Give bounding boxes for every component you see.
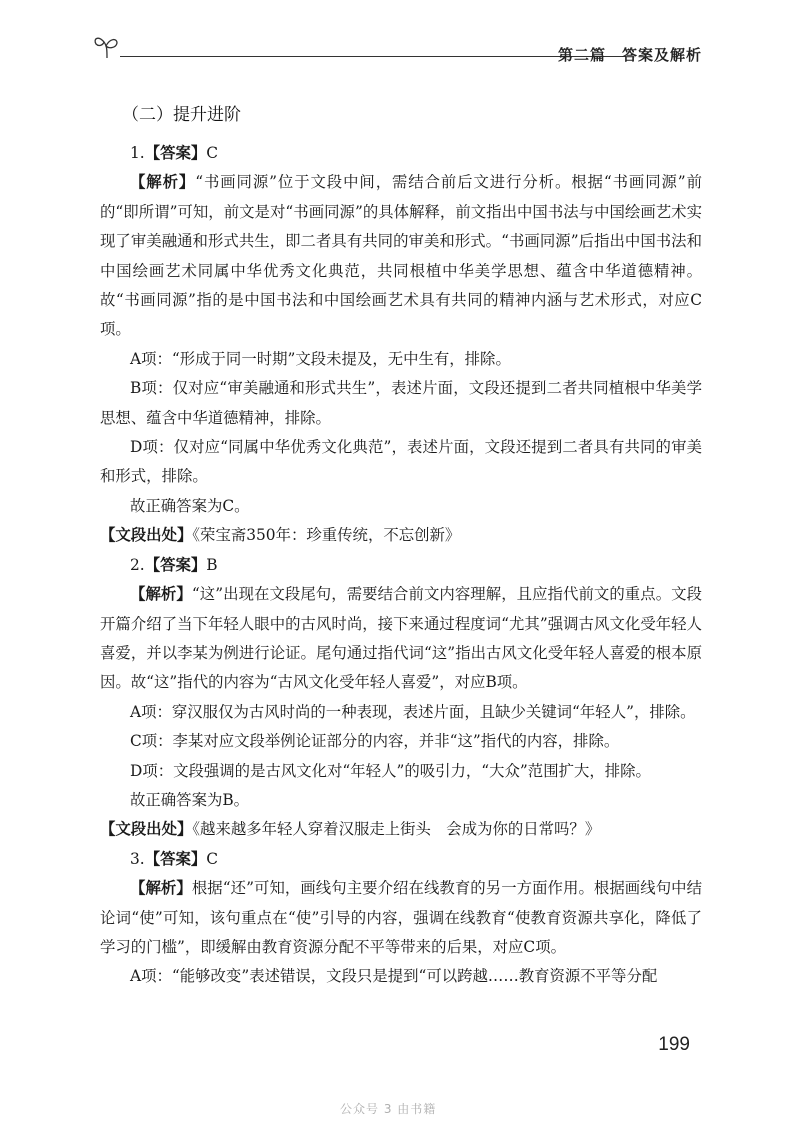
question-1-source xyxy=(100,521,702,550)
answer-label: 【答案】 xyxy=(144,555,207,574)
question-1-answer xyxy=(100,139,702,168)
option-explanation: B项：仅对应“审美融通和形式共生”，表述片面，文段还提到二者共同植根中华美学思想、蕴含中华道德精神，排除。 xyxy=(100,379,702,427)
answer-value: C xyxy=(206,849,219,868)
source-text: 《越来越多年轻人穿着汉服走上街头 会成为你的日常吗？》 xyxy=(192,820,601,839)
option-explanation: C项：李某对应文段举例论证部分的内容，并非“这”指代的内容，排除。 xyxy=(130,732,620,751)
analysis-label: 【解析】 xyxy=(130,173,196,192)
sprout-icon xyxy=(92,32,126,62)
analysis-text: “书画同源”位于文段中间，需结合前后文进行分析。根据“书画同源”前的“即所谓”可知，前文是对“书画同源”的具体解释，前文指出中国书法与中国绘画艺术实现了审美融通和形式共生，即二者具有共同的审美和形式。“书画同源”后指出中国书法和中国绘画艺术同属中华优秀文化典范，共同根植中华美学思想、蕴含中华道德精神。故“书画同源”指的是中国书法和中国绘画艺术具有共同的精神内涵与艺术形式，对应C项。 xyxy=(100,173,702,339)
option-explanation: A项：穿汉服仅为古风时尚的一种表现，表述片面，且缺少关键词“年轻人”，排除。 xyxy=(130,702,696,721)
answer-label: 【答案】 xyxy=(144,849,207,868)
answer-label: 【答案】 xyxy=(144,144,207,162)
source-label: 【文段出处】 xyxy=(100,820,193,839)
question-1-analysis xyxy=(100,168,702,344)
running-title: 第二篇 答案及解析 xyxy=(557,46,702,64)
option-explanation: A项：“能够改变”表述错误，文段只是提到“可以跨越……教育资源不平等分配 xyxy=(130,967,658,986)
question-2-source xyxy=(100,815,702,844)
answer-value: C xyxy=(206,144,219,162)
option-explanation: D项：文段强调的是古风文化对“年轻人”的吸引力，“大众”范围扩大，排除。 xyxy=(130,761,651,780)
question-3-answer xyxy=(100,845,702,874)
option-explanation: D项：仅对应“同属中华优秀文化典范”，表述片面，文段还提到二者具有共同的审美和形式，排除。 xyxy=(100,438,702,486)
question-3-analysis xyxy=(100,874,702,962)
analysis-label: 【解析】 xyxy=(130,879,192,898)
question-number: 1. xyxy=(130,144,145,162)
analysis-text: 根据“还”可知，画线句主要介绍在线教育的另一方面作用。根据画线句中结论词“使”可知，该句重点在“使”引导的内容，强调在线教育“使教育资源共享化，降低了学习的门槛”，即缓解由教育资源分配不平等带来的后果，对应C项。 xyxy=(100,879,702,956)
running-header xyxy=(92,32,702,72)
header-rule xyxy=(120,56,626,57)
source-text: 《荣宝斋350年：珍重传统，不忘创新》 xyxy=(192,526,461,545)
source-label: 【文段出处】 xyxy=(100,526,193,545)
question-2-conclusion: 故正确答案为B。 xyxy=(130,790,250,809)
section-title: （二）提升进阶 xyxy=(122,105,241,125)
question-number: 3. xyxy=(130,849,145,868)
question-number: 2. xyxy=(130,555,145,574)
answer-content xyxy=(100,100,702,992)
watermark: 公众号 3 由书籍 xyxy=(340,1102,437,1116)
question-1-conclusion: 故正确答案为C。 xyxy=(130,496,250,515)
page-number: 199 xyxy=(658,1034,690,1055)
question-2-answer xyxy=(100,551,702,580)
answer-value: B xyxy=(206,555,218,574)
analysis-label: 【解析】 xyxy=(130,585,192,604)
option-explanation: A项：“形成于同一时期”文段未提及，无中生有，排除。 xyxy=(130,349,511,368)
analysis-text: “这”出现在文段尾句，需要结合前文内容理解，且应指代前文的重点。文段开篇介绍了当下年轻人眼中的古风时尚，接下来通过程度词“尤其”强调古风文化受年轻人喜爱，并以李某为例进行论证。尾句通过指代词“这”指出古风文化受年轻人喜爱的根本原因。故“这”指代的内容为“古风文化受年轻人喜爱”，对应B项。 xyxy=(100,585,702,692)
question-2-analysis xyxy=(100,580,702,698)
